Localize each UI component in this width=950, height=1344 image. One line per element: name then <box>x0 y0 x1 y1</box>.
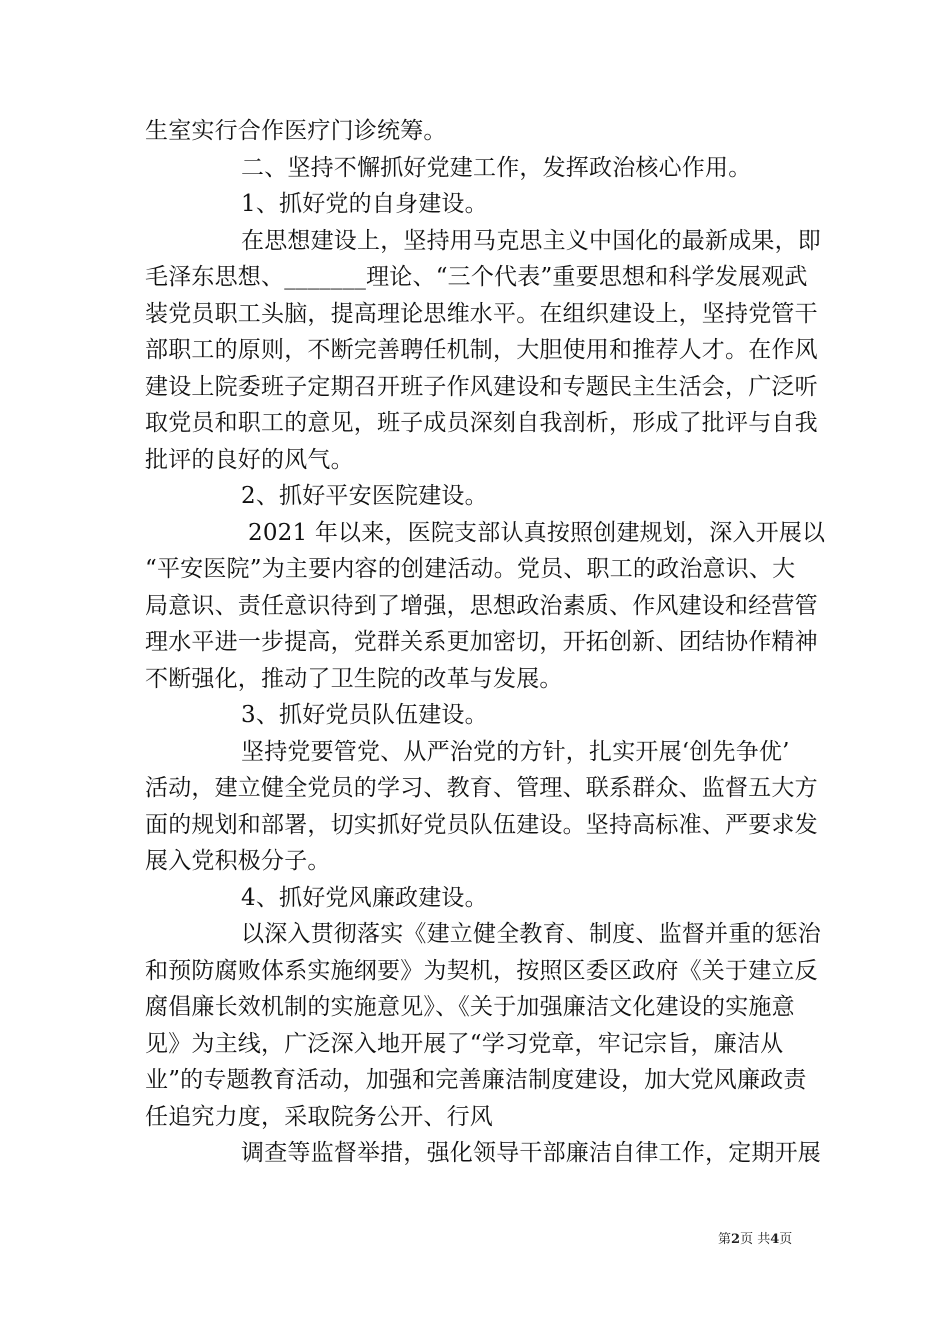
paragraph-line: 调查等监督举措，强化领导干部廉洁自律工作，定期开展 <box>241 1140 821 1166</box>
paragraph-line: 以深入贯彻落实《建立健全教育、制度、监督并重的惩治 <box>241 921 821 947</box>
subsection-heading: 1、抓好党的自身建设。 <box>241 191 488 217</box>
footer-suffix: 页 <box>779 1232 793 1247</box>
paragraph-line: 局意识、责任意识待到了增强，思想政治素质、作风建设和经营管 <box>145 592 818 619</box>
document-body <box>145 113 826 1172</box>
total-pages-number: 4 <box>770 1232 780 1247</box>
subsection-heading: 3、抓好党员队伍建设。 <box>241 702 488 728</box>
paragraph-line: 活动，建立健全党员的学习、教育、管理、联系群众、监督五大方 <box>145 775 818 801</box>
paragraph-line: 坚持党要管党、从严治党的方针，扎实开展‘创先争优’ <box>241 738 790 765</box>
paragraph-line: 见》为主线，广泛深入地开展了“学习党章，牢记宗旨，廉洁从 <box>145 1030 784 1057</box>
paragraph-line: 装党员职工头脑，提高理论思维水平。在组织建设上，坚持党管干 <box>145 300 818 327</box>
footer-prefix: 第 <box>718 1232 732 1247</box>
paragraph-line: 理水平进一步提高，党群关系更加密切，开拓创新、团结协作精神 <box>145 629 818 655</box>
paragraph-line: 展入党积极分子。 <box>145 848 331 874</box>
current-page-number: 2 <box>731 1232 741 1247</box>
paragraph-line: 业”的专题教育活动，加强和完善廉洁制度建设，加大党风廉政责 <box>145 1067 807 1093</box>
paragraph-line: 和预防腐败体系实施纲要》为契机，按照区委区政府《关于建立反 <box>145 957 818 984</box>
paragraph-line: 2021 年以来，医院支部认真按照创建规划，深入开展以 <box>248 519 826 546</box>
paragraph-line: 建设上院委班子定期召开班子作风建设和专题民主生活会，广泛听 <box>145 373 818 400</box>
paragraph-line: 不断强化，推动了卫生院的改革与发展。 <box>145 665 563 692</box>
paragraph-line: 生室实行合作医疗门诊统筹。 <box>145 118 447 144</box>
paragraph-line: 任追究力度，采取院务公开、行风 <box>145 1103 493 1130</box>
footer-middle: 页 共 <box>740 1232 771 1247</box>
section-heading: 二、坚持不懈抓好党建工作，发挥政治核心作用。 <box>241 154 752 181</box>
paragraph-line: 腐倡廉长效机制的实施意见》、《关于加强廉洁文化建设的实施意 <box>145 994 795 1020</box>
subsection-heading: 2、抓好平安医院建设。 <box>241 483 488 509</box>
paragraph-line: 在思想建设上，坚持用马克思主义中国化的最新成果，即 <box>241 227 821 254</box>
paragraph-line: “平安医院”为主要内容的创建活动。党员、职工的政治意识、大 <box>145 556 796 582</box>
paragraph-line: 批评的良好的风气。 <box>145 446 354 473</box>
subsection-heading: 4、抓好党风廉政建设。 <box>241 884 488 911</box>
paragraph-line: 部职工的原则，不断完善聘任机制，大胆使用和推荐人才。在作风 <box>145 337 818 363</box>
page-footer <box>718 1232 792 1248</box>
paragraph-line: 面的规划和部署，切实抓好党员队伍建设。坚持高标准、严要求发 <box>145 811 818 838</box>
paragraph-line: 取党员和职工的意见，班子成员深刻自我剖析，形成了批评与自我 <box>145 410 818 436</box>
paragraph-line: 毛泽东思想、_______理论、“三个代表”重要思想和科学发展观武 <box>145 264 808 290</box>
